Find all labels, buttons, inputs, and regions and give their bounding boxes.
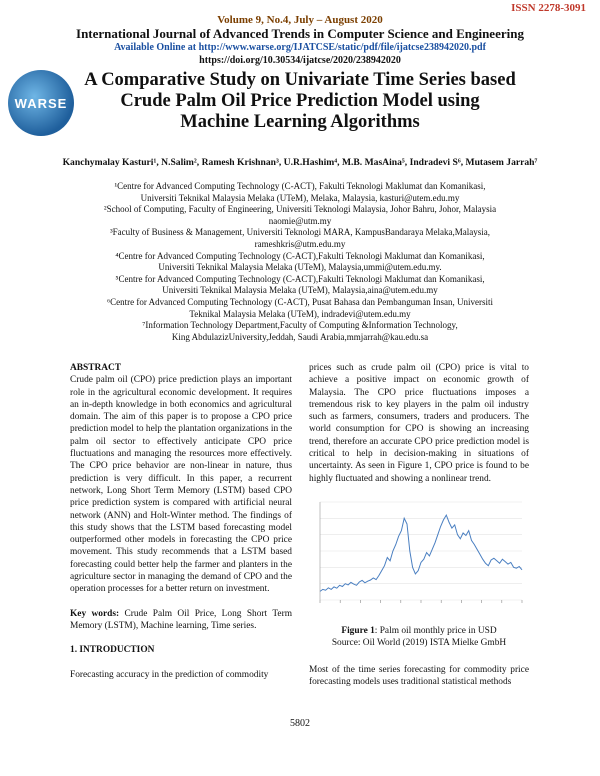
- affiliation-line: ⁶Centre for Advanced Computing Technology (C-ACT), Pusat Bahasa dan Pembanguman Insan, Universiti: [106, 296, 494, 307]
- chart-grid: [320, 502, 522, 603]
- affiliation-line: Teknikal Malaysia Melaka (UTeM), indradevi@utem.edu.my: [189, 308, 411, 319]
- left-column: [70, 362, 292, 681]
- price-chart: [312, 496, 526, 614]
- page-number: 5802: [290, 718, 310, 729]
- affiliations: [40, 181, 560, 343]
- intro-text: Forecasting accuracy in the prediction of commodity: [70, 669, 269, 680]
- issn-label: ISSN 2278-3091: [511, 2, 586, 14]
- doi-link[interactable]: https://doi.org/10.30534/ijatcse/2020/238942020: [199, 55, 401, 66]
- affiliation-line: ⁵Centre for Advanced Computing Technology (C-ACT),Fakulti Teknologi Maklumat dan Komanikasi,: [115, 273, 485, 284]
- figure-caption: [309, 626, 529, 649]
- intro-heading: 1. INTRODUCTION: [70, 645, 155, 656]
- title-line: Machine Learning Algorithms: [180, 112, 420, 132]
- logo-text: WARSE: [14, 95, 68, 111]
- affiliation-line: ²School of Computing, Faculty of Engineering, Universiti Teknologi Malaysia, Johor Bahru, Johor, Malaysia: [103, 204, 497, 215]
- figure-caption-text: : Palm oil monthly price in USD: [374, 626, 497, 636]
- affiliation-line: ³Faculty of Business & Management, Universiti Teknologi MARA, KampusBandaraya Melaka,Malaysia,: [109, 227, 491, 238]
- affiliation-line: naomie@utm.my: [268, 215, 332, 226]
- affiliation-line: rameshkris@utm.edu.my: [254, 238, 346, 249]
- available-online-link[interactable]: Available Online at http://www.warse.org/IJATCSE/static/pdf/file/ijatcse238942020.pdf: [114, 42, 486, 53]
- right-column-text: prices such as crude palm oil (CPO) price is vital to achieve a positive impact on economic growth of Malaysia. The CPO price fluctuations imposes a tremendous risk to key players in the palm oil industry such as farmers, consumers, traders and producers. The world consumption for CPO is showing an increasing trend, therefore an accurate CPO price prediction model is critical to help in decision-making in situations of uncertainty. As seen in Figure 1, CPO price is found to be highly fluctuated and showing a nonlinear trend.: [309, 363, 529, 484]
- figure-label: Figure 1: [341, 626, 375, 636]
- volume-info: Volume 9, No.4, July – August 2020: [217, 14, 383, 26]
- abstract-text: Crude palm oil (CPO) price prediction plays an important role in the agricultural economic development. It requires an in-depth knowledge in both economics and agricultural domain. The aim of this paper is to propose a CPO price prediction model to help the plantation organizations in the palm oil sector to effectively anticipate CPO price fluctuations and managing the resources more effectively. The CPO price behavior are non-linear in nature, thus prediction is very difficult. In this paper, a recurrent network, Long Short Term Memory (LSTM) based CPO price prediction system is compared with artificial neural network (ANN) and Holt-Winter method. The findings of this study shows that the LSTM based forecasting model outperformed other models in forecasting the CPO price movement. This study recommends that a LSTM based forecasting could better help the farmer and planters in the agriculture sector in managing the demand of CPO and the operation processes for a better return on investment.: [70, 375, 292, 595]
- journal-title: International Journal of Advanced Trends in Computer Science and Engineering: [76, 26, 524, 41]
- right-column-bottom: [309, 664, 529, 689]
- authors: Kanchymalay Kasturi¹, N.Salim², Ramesh Krishnan³, U.R.Hashim⁴, M.B. MasAina⁵, Indradevi S⁶, Mutasem Jarrah⁷: [62, 157, 538, 168]
- title-line: A Comparative Study on Univariate Time Series based: [84, 70, 516, 90]
- affiliation-line: ⁴Centre for Advanced Computing Technology (C-ACT),Fakulti Teknologi Maklumat dan Komanikasi,: [115, 250, 485, 261]
- affiliation-line: ¹Centre for Advanced Computing Technology (C-ACT), Fakulti Teknologi Maklumat dan Komanikasi,: [114, 181, 486, 191]
- figure-source: Source: Oil World (2019) ISTA Mielke GmbH: [331, 637, 507, 648]
- abstract-heading: ABSTRACT: [70, 363, 122, 373]
- right-column: [309, 362, 529, 485]
- paper-title: [0, 70, 600, 133]
- affiliation-line: King AbdulazizUniversity,Jeddah, Saudi Arabia,mmjarrah@kau.edu.sa: [171, 331, 429, 342]
- affiliation-line: ⁷Information Technology Department,Faculty of Computing &Information Technology,: [142, 320, 458, 331]
- keywords: [70, 608, 292, 633]
- keywords-label: Key words:: [70, 608, 120, 619]
- affiliation-line: Universiti Teknikal Malaysia Melaka (UTeM), Malaysia,aina@utem.edu.my: [162, 285, 438, 296]
- affiliation-line: Universiti Teknikal Malaysia Melaka (UTeM), Malaysia,ummi@utem.edu.my.: [158, 262, 442, 273]
- title-line: Crude Palm Oil Price Prediction Model using: [120, 91, 480, 111]
- price-series-line: [320, 515, 522, 591]
- keywords-text: Crude Palm Oil Price, Long Short Term Memory (LSTM), Machine learning, Time series.: [70, 608, 292, 631]
- right-column-bottom-text: Most of the time series forecasting for commodity price forecasting models uses traditional statistical methods: [309, 665, 529, 688]
- affiliation-line: Universiti Teknikal Malaysia Melaka (UTeM), Melaka, Malaysia, kasturi@utem.edu.my: [140, 192, 460, 203]
